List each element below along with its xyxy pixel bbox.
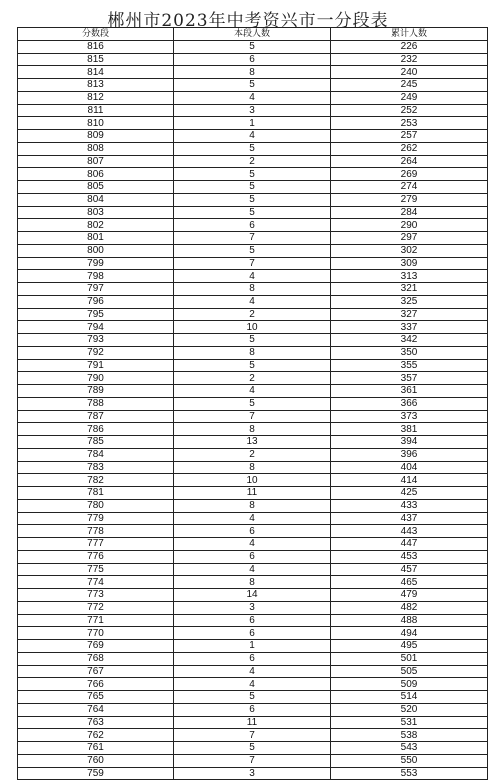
cell-score: 772 [18,601,174,614]
cell-count: 8 [174,499,331,512]
cell-count: 8 [174,423,331,436]
cell-count: 4 [174,538,331,551]
table-row [18,40,488,53]
cell-count: 6 [174,627,331,640]
column-header-count: 本段人数 [174,28,331,41]
cell-count: 6 [174,525,331,538]
cell-score: 795 [18,308,174,321]
cell-score: 778 [18,525,174,538]
cell-score: 766 [18,678,174,691]
table-row [18,397,488,410]
cell-cumulative: 501 [331,652,488,665]
table-row [18,601,488,614]
table-row [18,142,488,155]
table-row [18,614,488,627]
cell-count: 6 [174,219,331,232]
cell-cumulative: 366 [331,397,488,410]
cell-cumulative: 543 [331,742,488,755]
table-row [18,576,488,589]
cell-cumulative: 249 [331,91,488,104]
cell-score: 777 [18,538,174,551]
cell-score: 806 [18,168,174,181]
cell-score: 812 [18,91,174,104]
cell-score: 770 [18,627,174,640]
table-row [18,499,488,512]
table-row [18,538,488,551]
table-row [18,423,488,436]
cell-cumulative: 437 [331,512,488,525]
cell-cumulative: 447 [331,538,488,551]
cell-count: 5 [174,193,331,206]
cell-count: 5 [174,206,331,219]
table-row [18,219,488,232]
cell-score: 808 [18,142,174,155]
table-row [18,767,488,780]
cell-count: 5 [174,334,331,347]
cell-score: 761 [18,742,174,755]
cell-score: 786 [18,423,174,436]
cell-score: 798 [18,270,174,283]
cell-count: 2 [174,308,331,321]
cell-score: 805 [18,181,174,194]
cell-score: 801 [18,232,174,245]
cell-count: 5 [174,40,331,53]
cell-count: 6 [174,550,331,563]
cell-score: 768 [18,652,174,665]
cell-score: 788 [18,397,174,410]
cell-count: 5 [174,691,331,704]
cell-cumulative: 245 [331,79,488,92]
cell-score: 792 [18,346,174,359]
cell-count: 11 [174,716,331,729]
cell-cumulative: 264 [331,155,488,168]
cell-count: 6 [174,652,331,665]
cell-cumulative: 514 [331,691,488,704]
cell-count: 4 [174,130,331,143]
cell-cumulative: 252 [331,104,488,117]
table-row [18,589,488,602]
cell-cumulative: 274 [331,181,488,194]
cell-cumulative: 309 [331,257,488,270]
table-row [18,346,488,359]
cell-cumulative: 279 [331,193,488,206]
cell-score: 773 [18,589,174,602]
cell-count: 1 [174,117,331,130]
cell-cumulative: 520 [331,703,488,716]
table-row [18,512,488,525]
cell-score: 796 [18,295,174,308]
table-row [18,321,488,334]
cell-cumulative: 350 [331,346,488,359]
table-row [18,79,488,92]
table-row [18,283,488,296]
cell-score: 804 [18,193,174,206]
cell-count: 4 [174,91,331,104]
cell-score: 763 [18,716,174,729]
cell-cumulative: 465 [331,576,488,589]
cell-cumulative: 479 [331,589,488,602]
cell-cumulative: 553 [331,767,488,780]
cell-score: 785 [18,436,174,449]
cell-cumulative: 453 [331,550,488,563]
cell-cumulative: 337 [331,321,488,334]
cell-cumulative: 361 [331,385,488,398]
cell-score: 800 [18,244,174,257]
cell-cumulative: 240 [331,66,488,79]
table-row [18,448,488,461]
cell-count: 6 [174,53,331,66]
cell-cumulative: 290 [331,219,488,232]
table-row [18,652,488,665]
cell-count: 7 [174,410,331,423]
cell-count: 2 [174,372,331,385]
cell-score: 762 [18,729,174,742]
table-row [18,308,488,321]
cell-score: 810 [18,117,174,130]
cell-score: 790 [18,372,174,385]
table-row [18,206,488,219]
column-header-score: 分数段 [18,28,174,41]
cell-cumulative: 488 [331,614,488,627]
cell-score: 794 [18,321,174,334]
table-row [18,168,488,181]
table-row [18,372,488,385]
cell-cumulative: 313 [331,270,488,283]
table-row [18,155,488,168]
table-row [18,742,488,755]
table-row [18,474,488,487]
cell-count: 4 [174,678,331,691]
cell-count: 5 [174,79,331,92]
cell-count: 4 [174,385,331,398]
cell-cumulative: 495 [331,640,488,653]
cell-count: 7 [174,729,331,742]
cell-count: 13 [174,436,331,449]
table-row [18,91,488,104]
table-row [18,550,488,563]
cell-cumulative: 425 [331,487,488,500]
cell-cumulative: 373 [331,410,488,423]
cell-cumulative: 257 [331,130,488,143]
cell-score: 803 [18,206,174,219]
table-row [18,257,488,270]
table-row [18,678,488,691]
cell-count: 8 [174,461,331,474]
table-row [18,334,488,347]
cell-score: 779 [18,512,174,525]
cell-count: 5 [174,168,331,181]
table-row [18,270,488,283]
table-row [18,691,488,704]
table-row [18,232,488,245]
cell-cumulative: 414 [331,474,488,487]
table-row [18,181,488,194]
cell-count: 4 [174,665,331,678]
cell-count: 7 [174,257,331,270]
cell-score: 784 [18,448,174,461]
cell-cumulative: 482 [331,601,488,614]
cell-cumulative: 253 [331,117,488,130]
cell-score: 765 [18,691,174,704]
cell-score: 767 [18,665,174,678]
cell-cumulative: 494 [331,627,488,640]
cell-cumulative: 394 [331,436,488,449]
cell-cumulative: 357 [331,372,488,385]
cell-score: 776 [18,550,174,563]
table-row [18,436,488,449]
cell-cumulative: 443 [331,525,488,538]
cell-count: 4 [174,563,331,576]
cell-score: 816 [18,40,174,53]
cell-cumulative: 342 [331,334,488,347]
cell-count: 8 [174,283,331,296]
table-row [18,487,488,500]
table-row [18,563,488,576]
table-row [18,53,488,66]
table-row [18,385,488,398]
table-row [18,295,488,308]
cell-score: 793 [18,334,174,347]
cell-score: 759 [18,767,174,780]
column-header-cumulative: 累计人数 [331,28,488,41]
cell-count: 8 [174,66,331,79]
table-row [18,410,488,423]
cell-count: 7 [174,754,331,767]
table-row [18,117,488,130]
cell-count: 5 [174,181,331,194]
cell-cumulative: 396 [331,448,488,461]
cell-cumulative: 355 [331,359,488,372]
table-row [18,525,488,538]
cell-count: 3 [174,601,331,614]
cell-count: 10 [174,474,331,487]
cell-score: 782 [18,474,174,487]
cell-count: 1 [174,640,331,653]
cell-score: 814 [18,66,174,79]
cell-score: 780 [18,499,174,512]
cell-cumulative: 269 [331,168,488,181]
cell-score: 789 [18,385,174,398]
cell-count: 3 [174,104,331,117]
table-row [18,703,488,716]
cell-score: 774 [18,576,174,589]
cell-count: 11 [174,487,331,500]
cell-cumulative: 505 [331,665,488,678]
table-row [18,640,488,653]
cell-score: 799 [18,257,174,270]
cell-cumulative: 262 [331,142,488,155]
cell-score: 807 [18,155,174,168]
cell-cumulative: 538 [331,729,488,742]
table-row [18,130,488,143]
cell-cumulative: 302 [331,244,488,257]
cell-count: 5 [174,244,331,257]
cell-cumulative: 297 [331,232,488,245]
cell-score: 809 [18,130,174,143]
cell-cumulative: 327 [331,308,488,321]
cell-cumulative: 381 [331,423,488,436]
table-row [18,461,488,474]
cell-cumulative: 550 [331,754,488,767]
cell-score: 787 [18,410,174,423]
table-row [18,754,488,767]
cell-count: 5 [174,397,331,410]
cell-score: 783 [18,461,174,474]
cell-score: 760 [18,754,174,767]
cell-count: 5 [174,742,331,755]
cell-count: 8 [174,576,331,589]
cell-score: 802 [18,219,174,232]
table-header-row [18,28,488,41]
cell-count: 2 [174,448,331,461]
cell-cumulative: 232 [331,53,488,66]
cell-score: 775 [18,563,174,576]
table-row [18,244,488,257]
cell-count: 4 [174,295,331,308]
cell-score: 771 [18,614,174,627]
cell-cumulative: 226 [331,40,488,53]
cell-cumulative: 433 [331,499,488,512]
cell-count: 7 [174,232,331,245]
cell-cumulative: 321 [331,283,488,296]
table-row [18,716,488,729]
table-row [18,66,488,79]
table-row [18,665,488,678]
cell-cumulative: 325 [331,295,488,308]
cell-count: 5 [174,359,331,372]
cell-score: 813 [18,79,174,92]
cell-count: 2 [174,155,331,168]
cell-cumulative: 531 [331,716,488,729]
cell-score: 781 [18,487,174,500]
table-row [18,359,488,372]
score-distribution-table [17,27,488,780]
cell-count: 3 [174,767,331,780]
table-row [18,193,488,206]
cell-count: 6 [174,614,331,627]
page-title: 郴州市2023年中考资兴市一分段表 [107,11,389,31]
cell-score: 815 [18,53,174,66]
cell-count: 6 [174,703,331,716]
cell-count: 14 [174,589,331,602]
cell-cumulative: 404 [331,461,488,474]
cell-count: 5 [174,142,331,155]
table-row [18,627,488,640]
cell-count: 4 [174,512,331,525]
cell-count: 10 [174,321,331,334]
cell-cumulative: 284 [331,206,488,219]
table-row [18,729,488,742]
cell-cumulative: 457 [331,563,488,576]
table-row [18,104,488,117]
cell-cumulative: 509 [331,678,488,691]
cell-count: 4 [174,270,331,283]
cell-score: 764 [18,703,174,716]
cell-count: 8 [174,346,331,359]
cell-score: 797 [18,283,174,296]
cell-score: 791 [18,359,174,372]
cell-score: 811 [18,104,174,117]
cell-score: 769 [18,640,174,653]
